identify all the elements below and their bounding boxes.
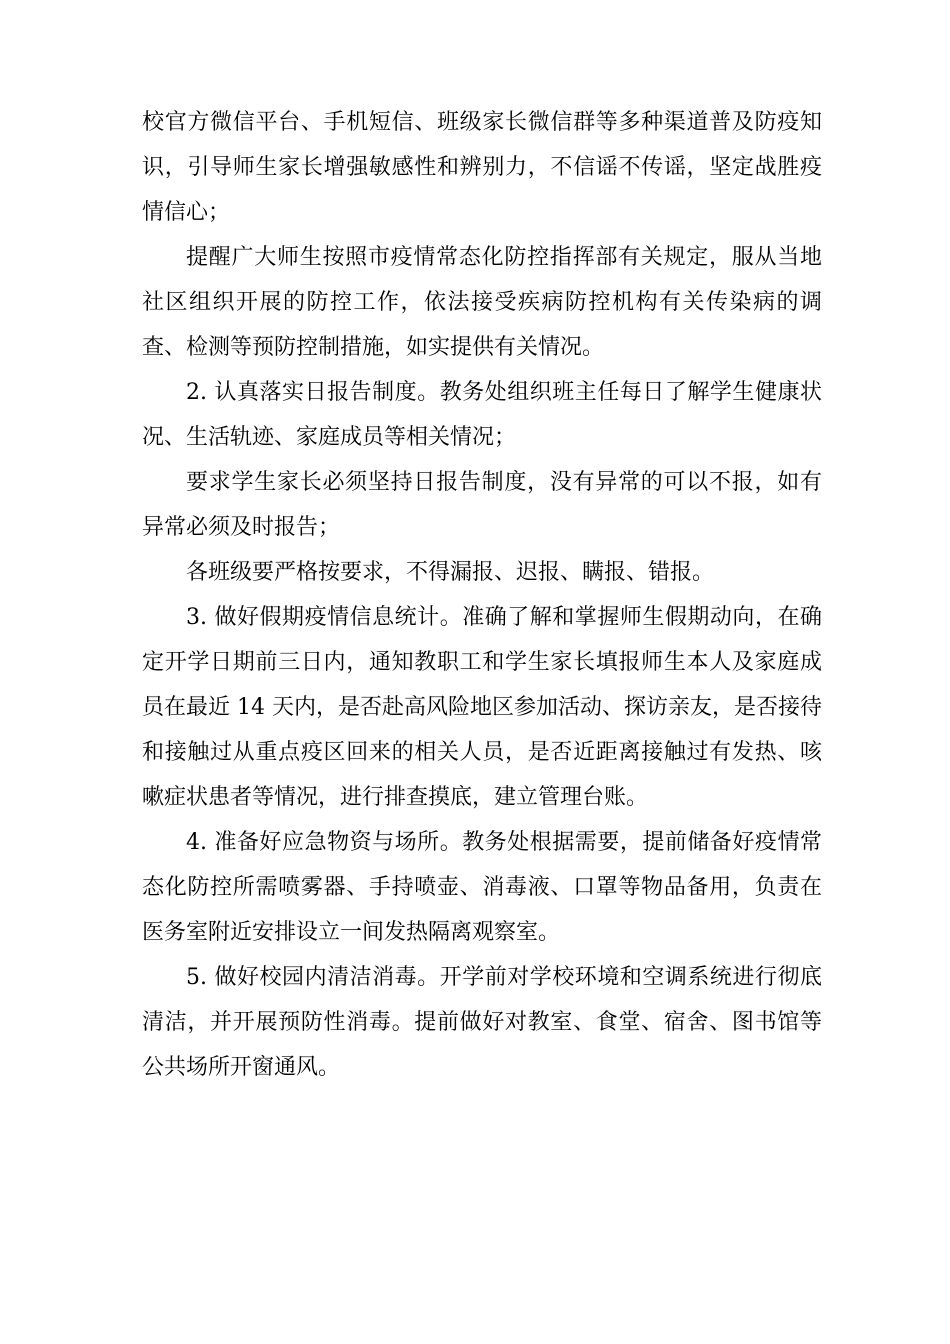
paragraph-5: 各班级要严格按要求，不得漏报、迟报、瞒报、错报。 — [186, 560, 715, 585]
paragraph-6: 3. 做好假期疫情信息统计。准确了解和掌握师生假期动向，在确定开学日期前三日内，通知教职工和学生家长填报师生本人及家庭成员在最近 14 天内，是否赴高风险地区参加活动、探访亲友，是否接待和接触过从重点疫区回来的相关人员，是否近距离接触过有发热、咳嗽症状患者等情况，进行排查摸底，建立管理台账。 — [142, 605, 822, 810]
document-page — [142, 100, 822, 1090]
paragraph-4: 要求学生家长必须坚持日报告制度，没有异常的可以不报，如有异常必须及时报告； — [142, 470, 822, 540]
paragraph-7: 4. 准备好应急物资与场所。教务处根据需要，提前储备好疫情常态化防控所需喷雾器、手持喷壶、消毒液、口罩等物品备用，负责在医务室附近安排设立一间发热隔离观察室。 — [142, 830, 822, 945]
paragraph-8: 5. 做好校园内清洁消毒。开学前对学校环境和空调系统进行彻底清洁，并开展预防性消毒。提前做好对教室、食堂、宿舍、图书馆等公共场所开窗通风。 — [142, 965, 822, 1080]
paragraph-3: 2. 认真落实日报告制度。教务处组织班主任每日了解学生健康状况、生活轨迹、家庭成员等相关情况； — [142, 380, 822, 450]
paragraph-1: 校官方微信平台、手机短信、班级家长微信群等多种渠道普及防疫知识，引导师生家长增强敏感性和辨别力，不信谣不传谣，坚定战胜疫情信心； — [142, 110, 822, 225]
paragraph-2: 提醒广大师生按照市疫情常态化防控指挥部有关规定，服从当地社区组织开展的防控工作，依法接受疾病防控机构有关传染病的调查、检测等预防控制措施，如实提供有关情况。 — [142, 245, 822, 360]
